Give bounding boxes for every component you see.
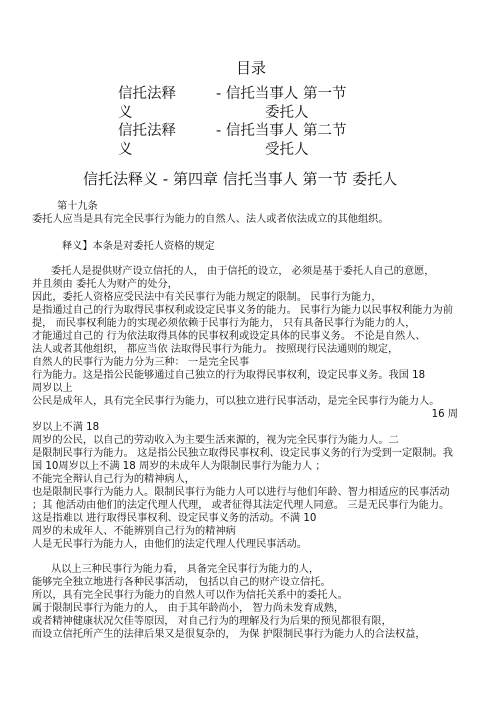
article-text: 委托人应当是具有完全民事行为能力的自然人、法人或者依法成立的其他组织。 bbox=[32, 214, 389, 225]
body-line: 周岁的公民，以自己的劳动收入为主要生活来源的，视为完全民事行为能力人。二 bbox=[32, 435, 399, 446]
body-line: 周岁的未成年人、不能辨别自己行为的精神病 bbox=[32, 526, 236, 537]
body-line: 岁以上不满 18 bbox=[32, 422, 100, 433]
body-line: 从以上三种民事行为能力看， 具备完全民事行为能力的人， bbox=[51, 564, 320, 575]
toc-entry-1-name-cont[interactable]: 义 bbox=[118, 105, 133, 121]
body-line: 或者精神健康状况欠佳等原因， 对自己行为的理解及行为后果的预见都很有限， bbox=[32, 616, 392, 627]
body-line: 自然人的民事行为能力分为三种： 一是完全民事 bbox=[32, 357, 250, 368]
body-line: 人是无民事行为能力人，由他们的法定代理人代理民事活动。 bbox=[32, 539, 308, 550]
body-line: 公民是成年人，具有完全民事行为能力，可以独立进行民事活动，是完全民事行为能力人。 bbox=[32, 396, 440, 407]
body-line: 这是指难以 进行取得民事权利、设定民事义务的活动。不满 10 bbox=[32, 513, 317, 524]
body-line: 也是限制民事行为能力人。限制民事行为能力人可以进行与他们年龄、智力相适应的民事活动 bbox=[32, 487, 450, 498]
toc-entry-2-detail[interactable]: - 信托当事人 第二节 bbox=[216, 123, 347, 139]
body-line: 才能通过自己的 行为依法取得具体的民事权利或设定具体的民事义务。 不论是自然人、 bbox=[32, 331, 426, 342]
body-line: 能够完全独立地进行各种民事活动， 包括以自己的财产设立信托。 bbox=[32, 577, 331, 588]
body-line: 是限制民事行为能力。 这是指公民独立取得民事权利、设定民事义务的行为受到一定限制。我 bbox=[32, 448, 453, 459]
body-line: 并且须由 委托人为财产的处分， bbox=[32, 279, 178, 290]
body-line: 周岁以上 bbox=[32, 383, 73, 394]
body-line: 所以，具有完全民事行为能力的自然人可以作为信托关系中的委托人。 bbox=[32, 590, 348, 601]
body-line: 属于限制民事行为能力的人， 由于其年龄尚小， 智力尚未发育成熟， bbox=[32, 603, 345, 614]
interpretation-heading: 释义】本条是对委托人资格的规定 bbox=[62, 241, 215, 252]
body-line: 委托人是提供财产设立信托的人， 由于信托的设立， 必须是基于委托人自己的意愿， bbox=[51, 266, 435, 277]
chapter-title: 信托法释义 - 第四章 信托当事人 第一节 委托人 bbox=[83, 170, 398, 188]
toc-entry-2-detail-cont[interactable]: 受托人 bbox=[265, 142, 309, 158]
toc-entry-1-name[interactable]: 信托法释 bbox=[118, 86, 176, 102]
body-line: 是指通过自己的行为取得民事权利或设定民事义务的能力。 民事行为能力以民事权利能力为前 bbox=[32, 305, 453, 316]
body-line: 行为能力。这是指公民能够通过自己独立的行为取得民事权利，设定民事义务。我国 18 bbox=[32, 370, 426, 381]
body-line: 16 周 bbox=[431, 409, 458, 420]
toc-entry-2-name-cont[interactable]: 义 bbox=[118, 142, 133, 158]
body-line: ；其 他活动由他们的法定代理人代理， 或者征得其法定代理人同意。 三是无民事行为能力。 bbox=[32, 500, 450, 511]
body-line: 因此，委托人资格应受民法中有关民事行为能力规定的限制。 民事行为能力， bbox=[32, 292, 382, 303]
toc-entry-1-detail-cont[interactable]: 委托人 bbox=[265, 105, 309, 121]
toc-entry-2-name[interactable]: 信托法释 bbox=[118, 123, 176, 139]
body-line: 不能完全辩认自己行为的精神病人， bbox=[32, 474, 195, 485]
article-number: 第十九条 bbox=[57, 201, 98, 212]
body-line: 国 10周岁以上不满 18 周岁的未成年人为限制民事行为能力人 ； bbox=[32, 461, 326, 472]
body-line: 而设立信托所产生的法律后果又是很复杂的， 为保 护限制民事行为能力人的合法权益， bbox=[32, 629, 426, 640]
toc-title: 目录 bbox=[236, 59, 267, 77]
toc-entry-1-detail[interactable]: - 信托当事人 第一节 bbox=[216, 86, 347, 102]
body-line: 法人或者其他组织， 都应当依 法取得民事行为能力。 按照现行民法通则的规定， bbox=[32, 344, 399, 355]
body-line: 提， 而民事权利能力的实现必须依赖于民事行为能力， 只有具备民事行为能力的人， bbox=[32, 318, 416, 329]
